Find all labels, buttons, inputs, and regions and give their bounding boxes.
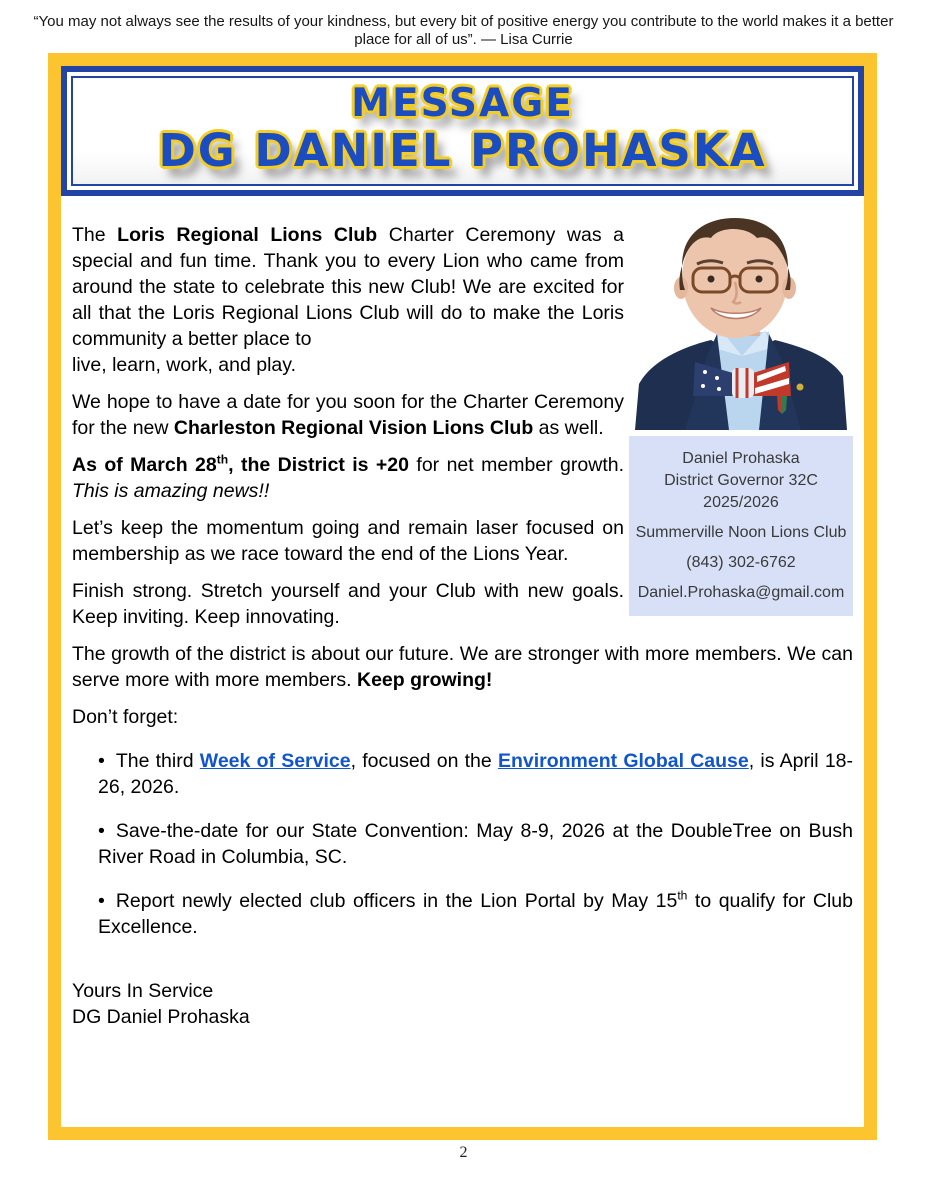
paragraph-loris-charter: The Loris Regional Lions Club Charter Ceremony was a special and fun time. Thank you to every Lion who came from around the state to celebrate this new Club! We are excited for all that the Loris Regional Lions Club will do to make the Loris community a better place to live, learn, work, and play. <box>72 224 624 376</box>
environment-global-cause-link[interactable]: Environment Global Cause <box>497 750 749 772</box>
bullet-icon: • <box>98 820 105 842</box>
profile-club: Summerville Noon Lions Club <box>635 524 847 541</box>
week-of-service-link[interactable]: Week of Service <box>199 750 351 772</box>
quote-text-line1: “You may not always see the results of your kindness, but every bit of positive energy you contribute to the world makes it a better <box>33 13 894 30</box>
top-quote <box>0 0 927 49</box>
article-left-column <box>72 222 624 641</box>
bullet-state-convention: • Save-the-date for our State Convention: May 8-9, 2026 at the DoubleTree on Bush River Road in Columbia, SC. <box>98 820 853 868</box>
bullet-icon: • <box>98 750 105 772</box>
profile-years: 2025/2026 <box>703 494 779 511</box>
paragraph-district-growth: As of March 28th, the District is +20 for net member growth. This is amazing news!! <box>72 452 624 502</box>
quote-text-line2: place for all of us”. — Lisa Currie <box>354 31 573 48</box>
profile-title: District Governor 32C <box>664 472 818 489</box>
header-banner <box>61 66 864 196</box>
signature-line2: DG Daniel Prohaska <box>72 1006 250 1028</box>
bullet-club-officers: • Report newly elected club officers in the Lion Portal by May 15th to qualify for Club Excellence. <box>98 888 853 938</box>
paragraph-finish-strong: Finish strong. Stretch yourself and your Club with new goals. Keep inviting. Keep innovating. <box>72 580 624 628</box>
signature <box>72 978 853 1030</box>
bullet-week-of-service: • The third Week of Service, focused on the Environment Global Cause, is April 18-26, 2026. <box>98 750 854 798</box>
profile-info-box <box>629 436 853 616</box>
paragraph-dont-forget: Don’t forget: <box>72 706 179 728</box>
signature-line1: Yours In Service <box>72 980 214 1002</box>
profile-phone: (843) 302-6762 <box>686 554 796 571</box>
header-banner-inner <box>71 76 854 186</box>
paragraph-district-future: The growth of the district is about our future. We are stronger with more members. We can serve more with more members. Keep growing! <box>72 643 853 691</box>
page-frame <box>48 53 877 1140</box>
paragraph-momentum: Let’s keep the momentum going and remain laser focused on membership as we race toward the end of the Lions Year. <box>72 517 624 565</box>
profile-name: Daniel Prohaska <box>682 450 800 467</box>
dg-portrait-photo <box>629 216 853 430</box>
banner-title-message: MESSAGE <box>351 81 574 126</box>
profile-email: Daniel.Prohaska@gmail.com <box>637 584 845 601</box>
page-number: 2 <box>459 1144 468 1161</box>
paragraph-charleston-vision: We hope to have a date for you soon for the Charter Ceremony for the new Charleston Regional Vision Lions Club as well. <box>72 391 624 439</box>
banner-title-dg-name: DG DANIEL PROHASKA <box>158 124 767 177</box>
article-content <box>61 196 864 1030</box>
bullet-icon: • <box>98 890 105 912</box>
profile-column <box>629 222 853 641</box>
